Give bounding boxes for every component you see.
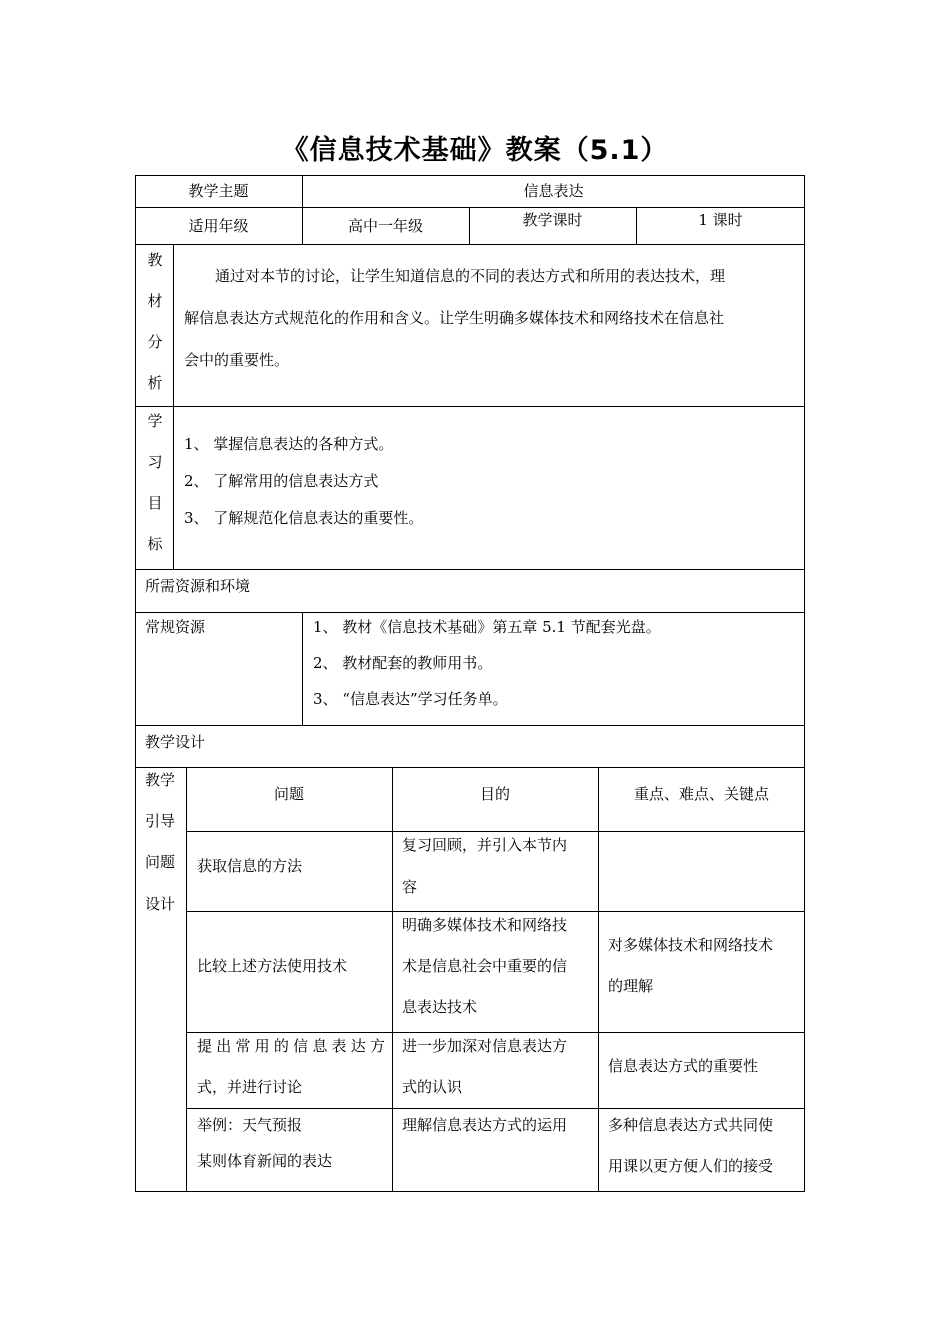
analysis-label-char: 材 [147,292,163,310]
column-header-purpose: 目的 [479,785,510,803]
row-keypoint: 多种信息表达方式共同使 [608,1116,774,1134]
grade-value: 高中一年级 [347,217,423,235]
design-side-label: 引导 [145,812,176,830]
resources-label: 常规资源 [145,618,206,636]
hours-value: 1 课时 [698,211,743,229]
row-question: 比较上述方法使用技术 [197,957,348,975]
row-keypoint: 对多媒体技术和网络技术 [608,936,774,954]
row-purpose: 明确多媒体技术和网络技 [402,916,568,934]
objective-item: 3、 了解规范化信息表达的重要性。 [184,509,424,527]
objective-item: 2、 了解常用的信息表达方式 [184,472,379,490]
analysis-text-line: 通过对本节的讨论，让学生知道信息的不同的表达方式和所用的表达技术，理 [215,267,726,285]
objectives-label-char: 学 [147,412,163,430]
objectives-label-char: 标 [147,535,163,553]
row-purpose: 容 [402,878,418,896]
row-keypoint: 的理解 [608,977,654,995]
resources-section-title: 所需资源和环境 [145,577,251,595]
analysis-label-char: 析 [147,374,163,392]
column-header-question: 问题 [273,785,304,803]
design-section-title: 教学设计 [145,733,206,751]
analysis-text-line: 解信息表达方式规范化的作用和含义。让学生明确多媒体技术和网络技术在信息社 [184,309,725,327]
objectives-label-char: 目 [147,494,163,512]
grade-label: 适用年级 [188,217,249,235]
row-question: 举例：天气预报 [197,1116,303,1134]
topic-value: 信息表达 [523,182,584,200]
row-keypoint: 信息表达方式的重要性 [608,1057,759,1075]
resource-item: 2、 教材配套的教师用书。 [313,654,493,672]
page-title: 《信息技术基础》教案（5.1） [281,135,669,166]
topic-label: 教学主题 [188,182,249,200]
row-keypoint: 用课以更方便人们的接受 [608,1157,774,1175]
objectives-label-char: 习 [147,453,163,471]
row-question: 式，并进行讨论 [197,1078,303,1096]
column-header-keypoints: 重点、难点、关键点 [633,785,769,803]
hours-label: 教学课时 [522,211,583,229]
row-purpose: 式的认识 [402,1078,463,1096]
row-question: 提出常用的信息表达方 [197,1037,385,1055]
design-side-label: 教学 [145,771,176,789]
row-purpose: 息表达技术 [402,998,478,1016]
design-side-label: 问题 [145,853,176,871]
analysis-text-line: 会中的重要性。 [184,351,290,369]
row-question: 获取信息的方法 [197,857,303,875]
row-question: 某则体育新闻的表达 [197,1152,333,1170]
objective-item: 1、 掌握信息表达的各种方式。 [184,435,394,453]
row-purpose: 复习回顾，并引入本节内 [402,836,568,854]
design-side-label: 设计 [145,895,176,913]
row-purpose: 理解信息表达方式的运用 [402,1116,568,1134]
resource-item: 3、 “信息表达”学习任务单。 [313,690,508,708]
row-purpose: 术是信息社会中重要的信 [402,957,568,975]
row-purpose: 进一步加深对信息表达方 [402,1037,568,1055]
resource-item: 1、 教材《信息技术基础》第五章 5.1 节配套光盘。 [313,618,661,636]
analysis-label-char: 分 [147,333,163,351]
analysis-label-char: 教 [147,251,163,269]
